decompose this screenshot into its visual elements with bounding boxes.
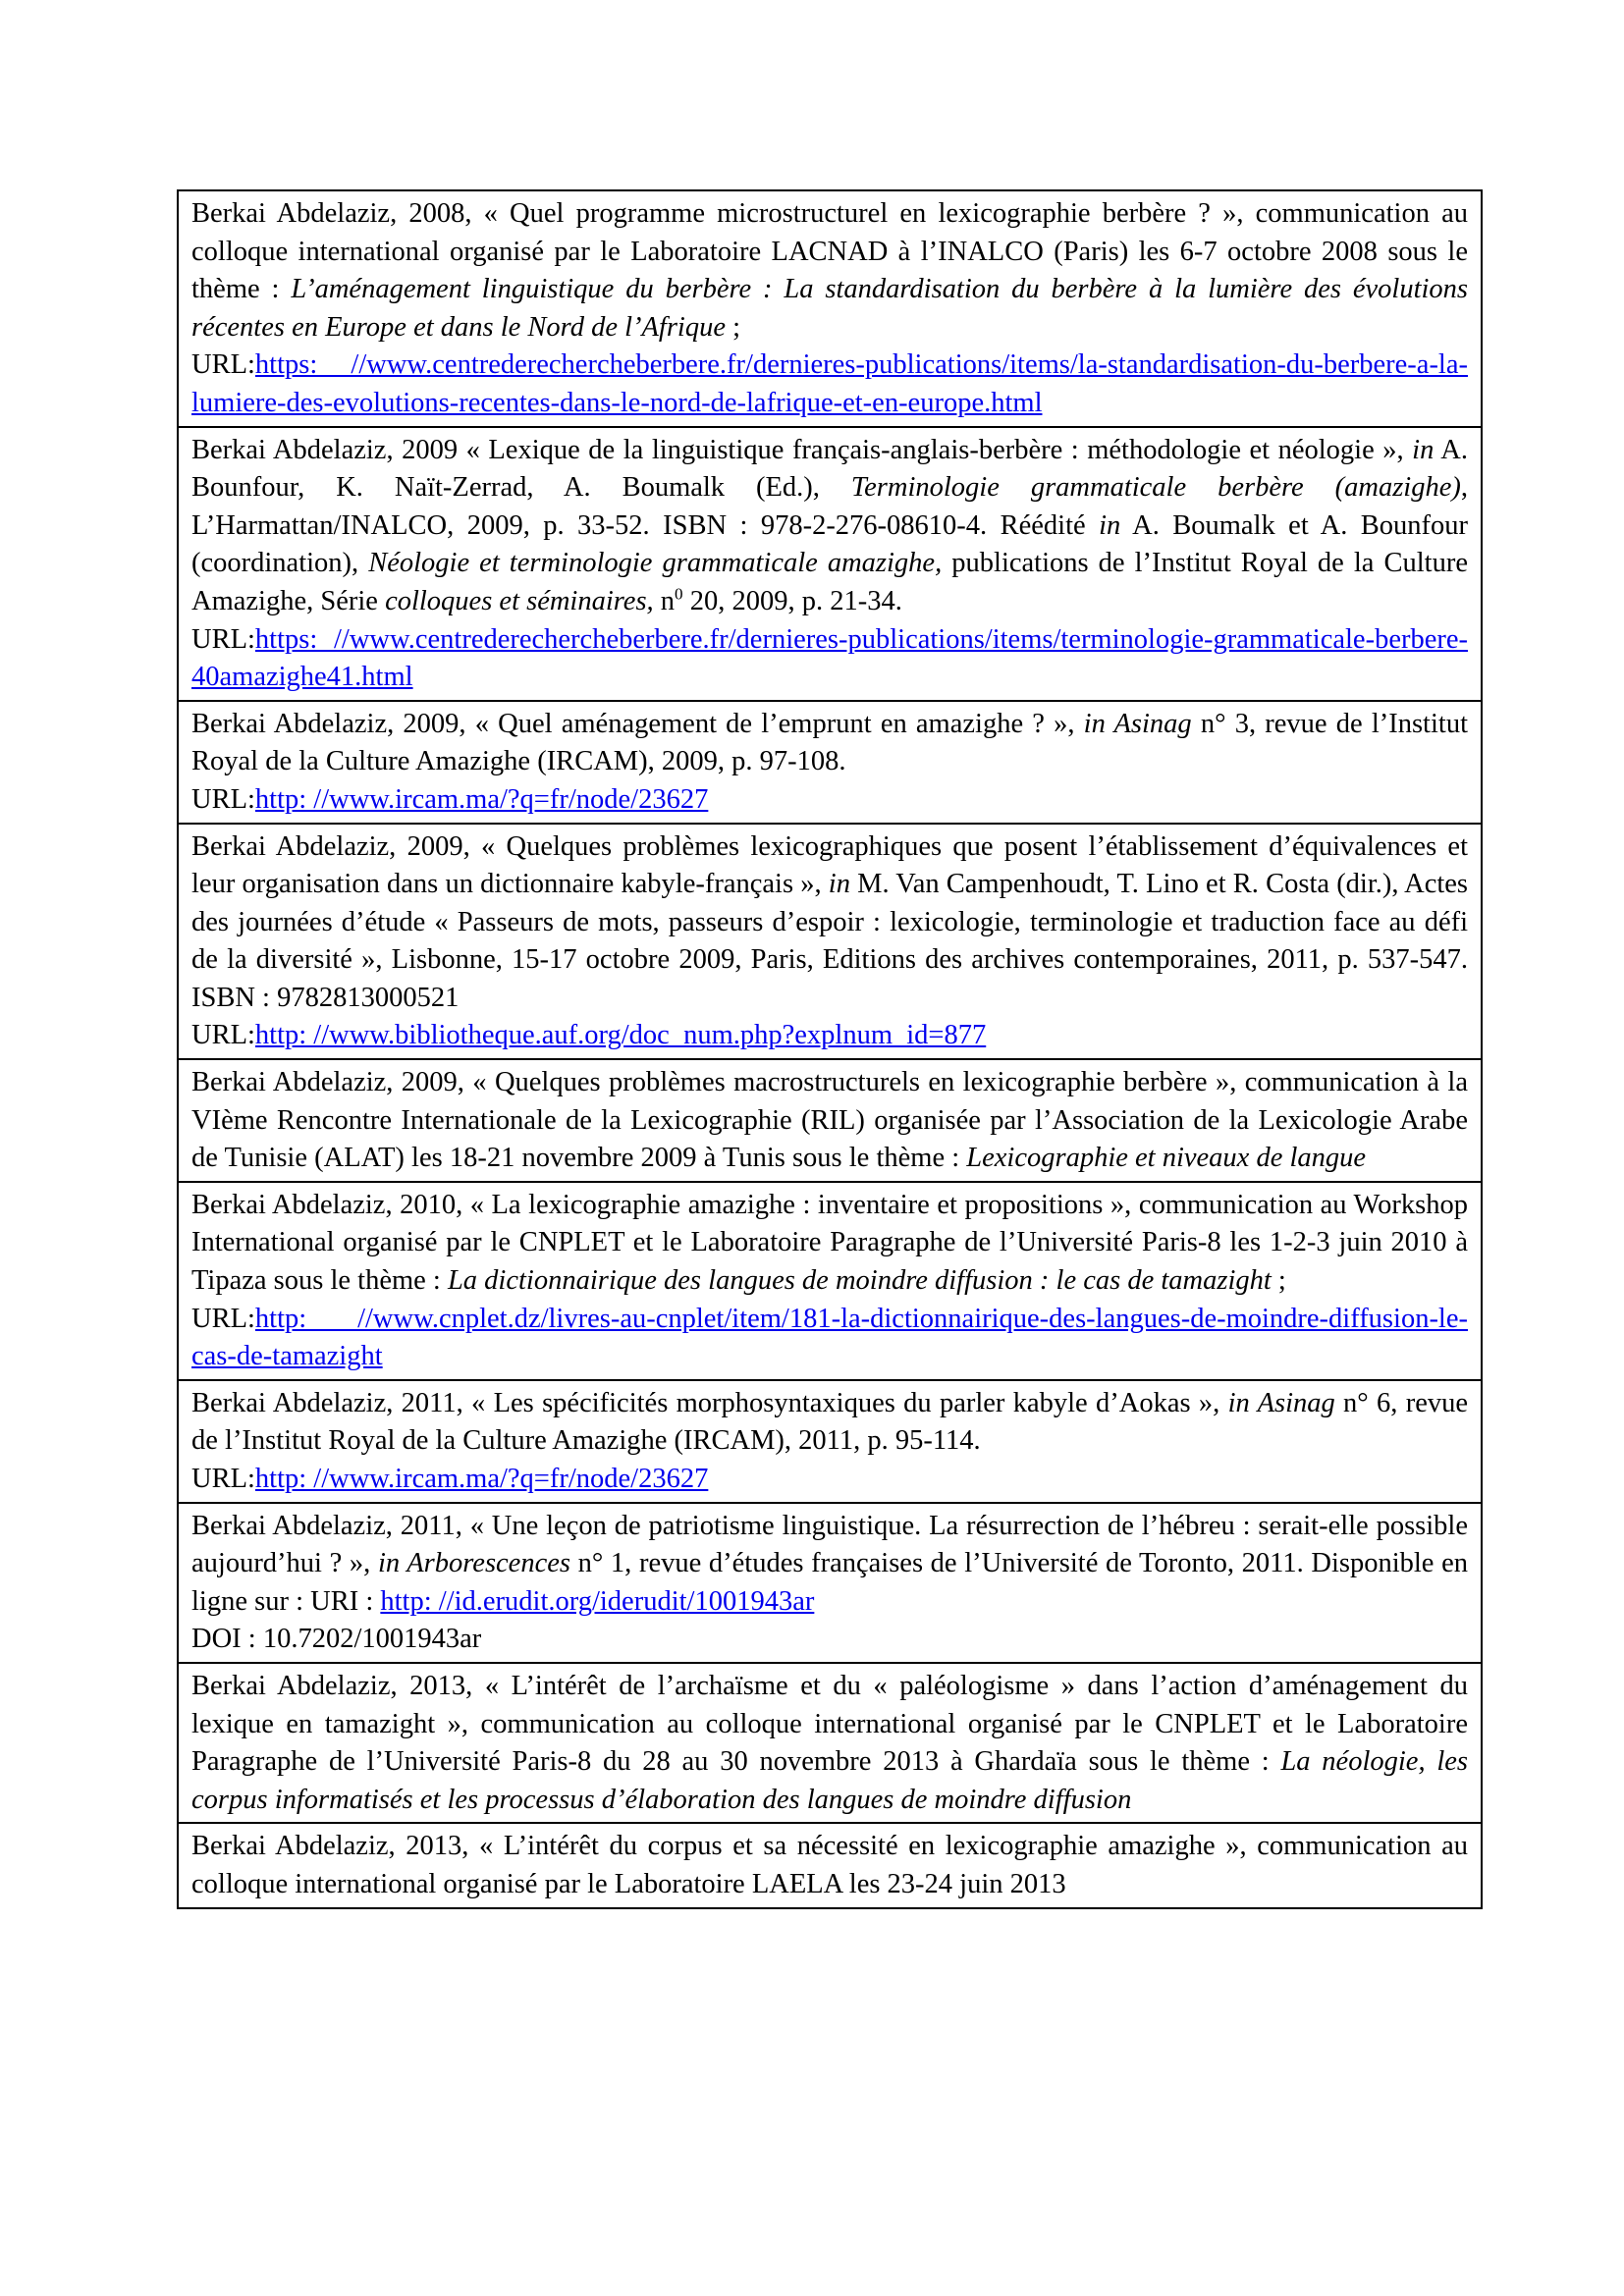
entry-link[interactable]: https: //www.centrederechercheberbere.fr/dernieres-publications/items/la-standardisation-du-berbere-a-la-lumiere-des-evolutions-recentes-dans-le-nord-de-lafrique-et-en-europe.html bbox=[191, 349, 1468, 418]
entry-text: publications de l’Institut Royal de la Culture Amazighe, Série bbox=[191, 548, 1468, 616]
entry-text: Berkai Abdelaziz, 2013, « L’intérêt de l’archaïsme et du « paléologisme » dans l’action d’aménagement du lexique en tamazight », communication au colloque international organisé par le CNPLET et le Laboratoire Paragraphe de l’Université Paris-8 du 28 au 30 novembre 2013 à Ghardaïa sous le thème : bbox=[191, 1670, 1468, 1778]
entry-theme: La néologie, les corpus informatisés et les processus d’élaboration des langues de moindre diffusion bbox=[191, 1746, 1468, 1815]
url-prefix: URL: bbox=[191, 1020, 255, 1051]
table-row bbox=[178, 1182, 1482, 1380]
entry-text: n° 6, revue de l’Institut Royal de la Culture Amazighe (IRCAM), 2011, p. 95-114. bbox=[191, 1387, 1468, 1457]
entry-text: A. Bounfour, K. Naït-Zerrad, A. Boumalk (Ed.), bbox=[191, 434, 1468, 504]
url-prefix: URL: bbox=[191, 349, 255, 381]
bibliography-entry bbox=[178, 427, 1482, 701]
entry-link[interactable]: http: //id.erudit.org/iderudit/1001943ar bbox=[380, 1585, 815, 1617]
entry-series: colloques et séminaires, bbox=[385, 585, 654, 616]
table-row bbox=[178, 1503, 1482, 1663]
bibliography-page bbox=[177, 189, 1483, 1909]
entry-theme: La dictionnairique des langues de moindre diffusion : le cas de tamazight bbox=[447, 1265, 1272, 1297]
entry-text: 20, 2009, p. 21-34. bbox=[682, 585, 902, 616]
entry-text: Berkai Abdelaziz, 2008, « Quel programme microstructurel en lexicographie berbère ? », communication au colloque international organisé par le Laboratoire LACNAD à l’INALCO (Paris) les 6-7 octobre 2008 sous le thème : bbox=[191, 198, 1468, 305]
entry-text: Berkai Abdelaziz, 2009 « Lexique de la linguistique français-anglais-berbère : méthodologie et néologie », bbox=[191, 434, 1413, 465]
bibliography-entry bbox=[178, 1663, 1482, 1823]
entry-text: n bbox=[653, 585, 676, 616]
bibliography-entry bbox=[178, 701, 1482, 824]
entry-text: Berkai Abdelaziz, 2009, « Quelques problèmes lexicographiques que posent l’établissement d’équivalences et leur organisation dans un dictionnaire kabyle-français », bbox=[191, 830, 1468, 900]
bibliography-entry bbox=[178, 190, 1482, 427]
entry-text: M. Van Campenhoudt, T. Lino et R. Costa (dir.), Actes des journées d’étude « Passeurs de mots, passeurs d’espoir : lexicologie, terminologie et traduction face au défi de la diversité », Lisbonne, 15-17 octobre 2009, Paris, Editions des archives contemporaines, 2011, p. 537-547. ISBN : 9782813000521 bbox=[191, 869, 1469, 1013]
url-prefix: URL: bbox=[191, 623, 255, 655]
entry-italic: in bbox=[1099, 509, 1121, 541]
entry-link[interactable]: http: //www.bibliotheque.auf.org/doc_num.php?explnum_id=877 bbox=[254, 1020, 987, 1051]
entry-text: ; bbox=[1271, 1265, 1286, 1297]
entry-journal: in Asinag bbox=[1083, 708, 1192, 739]
bibliography-entry bbox=[178, 1503, 1482, 1663]
bibliography-entry bbox=[178, 1823, 1482, 1907]
table-row bbox=[178, 190, 1482, 427]
entry-journal: in Arborescences bbox=[377, 1548, 570, 1579]
entry-link[interactable]: http: //www.ircam.ma/?q=fr/node/23627 bbox=[254, 1464, 709, 1494]
table-row bbox=[178, 701, 1482, 824]
entry-theme: Lexicographie et niveaux de langue bbox=[966, 1143, 1367, 1174]
bibliography-entry bbox=[178, 1182, 1482, 1380]
entry-book-title: Terminologie grammaticale berbère (amazighe) bbox=[850, 472, 1461, 504]
entry-book-title: Néologie et terminologie grammaticale amazighe, bbox=[368, 548, 943, 579]
bibliography-entry bbox=[178, 824, 1482, 1060]
entry-text: n° 3, revue de l’Institut Royal de la Culture Amazighe (IRCAM), 2009, p. 97-108. bbox=[191, 708, 1468, 777]
entry-text: , L’Harmattan/INALCO, 2009, p. 33-52. ISBN : 978-2-276-08610-4. Réédité bbox=[191, 472, 1468, 541]
entry-link[interactable]: http: //www.cnplet.dz/livres-au-cnplet/item/181-la-dictionnairique-des-langues-de-moindre-diffusion-le-cas-de-tamazight bbox=[191, 1303, 1468, 1372]
table-row bbox=[178, 1663, 1482, 1823]
table-row bbox=[178, 1059, 1482, 1182]
entry-text: Berkai Abdelaziz, 2010, « La lexicographie amazighe : inventaire et propositions », communication au Workshop International organisé par le CNPLET et le Laboratoire Paragraphe de l’Université Paris-8 les 1-2-3 juin 2010 à Tipaza sous le thème : bbox=[191, 1189, 1468, 1297]
entry-journal: in Asinag bbox=[1227, 1387, 1335, 1418]
entry-italic: in bbox=[1412, 434, 1435, 465]
url-prefix: URL: bbox=[191, 783, 255, 815]
entry-superscript: 0 bbox=[675, 584, 683, 604]
entry-italic: in bbox=[828, 869, 850, 900]
table-row bbox=[178, 1823, 1482, 1907]
entry-link[interactable]: http: //www.ircam.ma/?q=fr/node/23627 bbox=[254, 783, 709, 815]
table-row bbox=[178, 824, 1482, 1060]
entry-text: Berkai Abdelaziz, 2013, « L’intérêt du corpus et sa nécessité en lexicographie amazighe », communication au colloque international organisé par le Laboratoire LAELA les 23-24 juin 2013 bbox=[191, 1831, 1468, 1899]
bibliography-entry bbox=[178, 1059, 1482, 1182]
entry-link[interactable]: https: //www.centrederechercheberbere.fr/dernieres-publications/items/terminologie-grammaticale-berbere-40amazighe41.html bbox=[191, 623, 1468, 693]
entry-text: Berkai Abdelaziz, 2009, « Quelques problèmes macrostructurels en lexicographie berbère », communication à la VIème Rencontre Internationale de la Lexicographie (RIL) organisée par l’Association de la Lexicologie Arabe de Tunisie (ALAT) les 18-21 novembre 2009 à Tunis sous le thème : bbox=[191, 1067, 1468, 1174]
entry-theme: L’aménagement linguistique du berbère : La standardisation du berbère à la lumière des évolutions récentes en Europe et dans le Nord de l’Afrique bbox=[191, 274, 1469, 343]
table-row bbox=[178, 427, 1482, 701]
url-prefix: URL: bbox=[191, 1303, 255, 1334]
entry-text: Berkai Abdelaziz, 2011, « Une leçon de patriotisme linguistique. La résurrection de l’hébreu : serait-elle possible aujourd’hui ? », bbox=[191, 1510, 1468, 1579]
table-row bbox=[178, 1380, 1482, 1503]
entry-text: ; bbox=[726, 311, 741, 343]
entry-text: n° 1, revue d’études françaises de l’Université de Toronto, 2011. Disponible en ligne sur : URI : bbox=[191, 1548, 1469, 1617]
url-prefix: URL: bbox=[191, 1464, 255, 1494]
bibliography-table bbox=[177, 189, 1483, 1909]
doi-text: DOI : 10.7202/1001943ar bbox=[191, 1624, 482, 1655]
entry-text: Berkai Abdelaziz, 2011, « Les spécificités morphosyntaxiques du parler kabyle d’Aokas », bbox=[191, 1387, 1228, 1418]
entry-text: A. Boumalk et A. Bounfour (coordination), bbox=[191, 509, 1468, 579]
bibliography-entry bbox=[178, 1380, 1482, 1503]
entry-text: Berkai Abdelaziz, 2009, « Quel aménagement de l’emprunt en amazighe ? », bbox=[191, 708, 1084, 739]
